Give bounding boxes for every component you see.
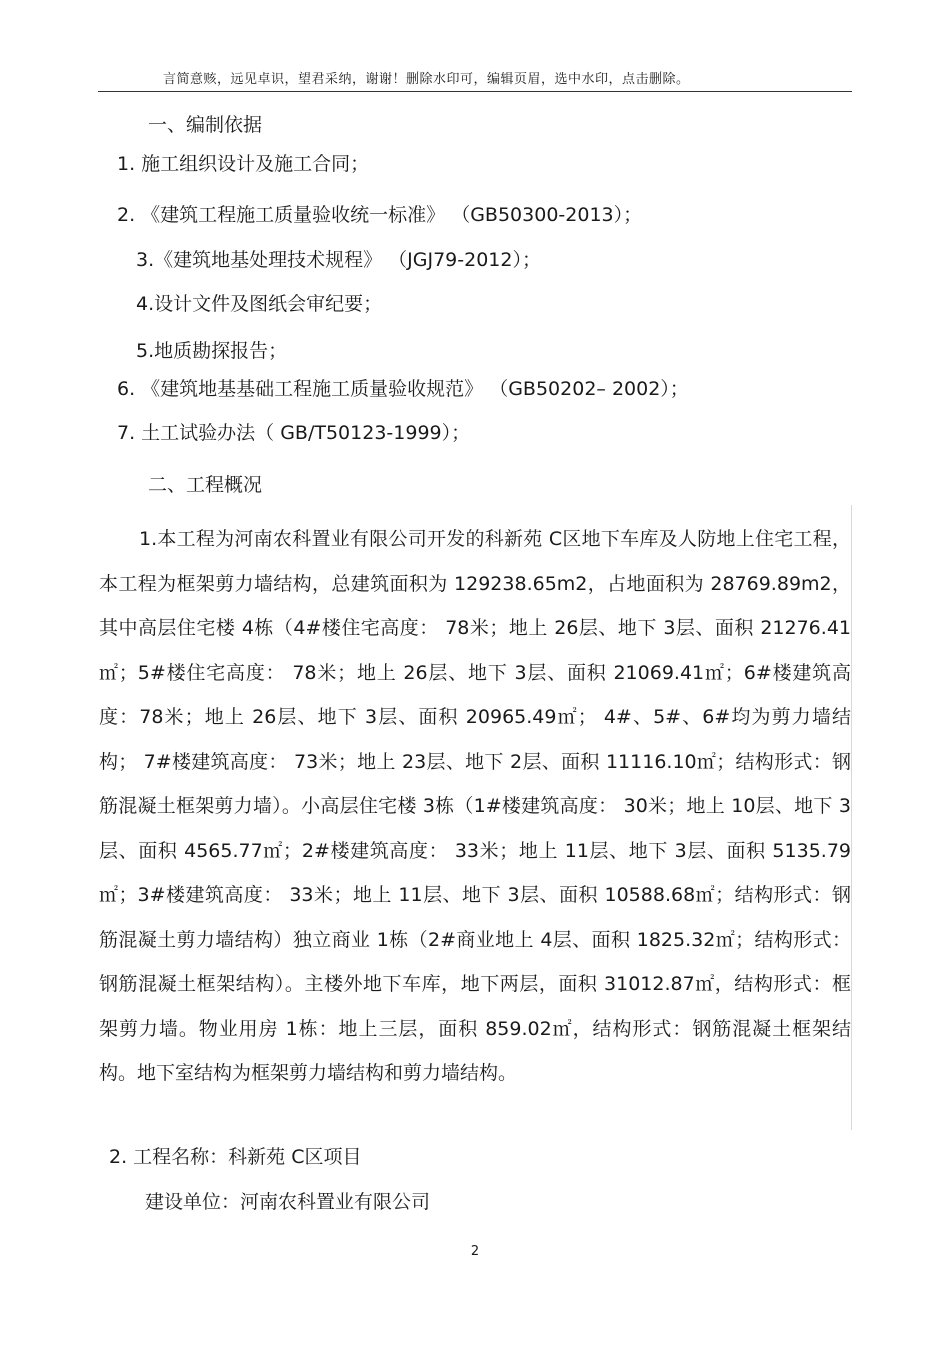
margin-rule (851, 505, 852, 1130)
section-heading-basis: 一、编制依据 (148, 114, 263, 136)
section-heading-overview: 二、工程概况 (148, 474, 263, 496)
overview-paragraph (99, 517, 851, 1096)
basis-item-5: 5.地质勘探报告； (136, 340, 288, 362)
basis-item-3: 3.《建筑地基处理技术规程》 （JGJ79-2012）； (136, 249, 541, 271)
basis-item-2: 2. 《建筑工程施工质量验收统一标准》 （GB50300-2013）； (117, 204, 643, 226)
page-number: 2 (470, 1244, 480, 1259)
project-name-line: 2. 工程名称：科新苑 C区项目 (109, 1146, 362, 1168)
basis-item-4: 4.设计文件及图纸会审纪要； (136, 293, 383, 315)
basis-item-6: 6. 《建筑地基基础工程施工质量验收规范》 （GB50202– 2002）； (117, 378, 689, 400)
basis-item-7: 7. 土工试验办法（ GB/T50123-1999）； (117, 422, 471, 444)
header-watermark-text: 言简意赅，远见卓识，望君采纳，谢谢！删除水印可，编辑页眉，选中水印，点击删除。 (163, 72, 690, 87)
builder-line: 建设单位：河南农科置业有限公司 (145, 1191, 431, 1213)
overview-paragraph-text: 1.本工程为河南农科置业有限公司开发的科新苑 C区地下车库及人防地上住宅工程，本工程为框架剪力墙结构，总建筑面积为 129238.65m2，占地面积为 28769.89m2，其中高层住宅楼 4栋（4#楼住宅高度： 78米；地上 26层、地下 3层、面积 21276.41㎡；5#楼住宅高度： 78米；地上 26层、地下 3层、面积 21069.41㎡；6#楼建筑高度：78米；地上 26层、地下 3层、面积 20965.49㎡； 4#、5#、6#均为剪力墙结构； 7#楼建筑高度： 73米；地上 23层、地下 2层、面积 11116.10㎡；结构形式：钢筋混凝土框架剪力墙）。小高层住宅楼 3栋（1#楼建筑高度： 30米；地上 10层、地下 3层、面积 4565.77㎡；2#楼建筑高度： 33米；地上 11层、地下 3层、面积 5135.79㎡；3#楼建筑高度： 33米；地上 11层、地下 3层、面积 10588.68㎡；结构形式：钢筋混凝土剪力墙结构）独立商业 1栋（2#商业地上 4层、面积 1825.32㎡；结构形式：钢筋混凝土框架结构）。主楼外地下车库，地下两层，面积 31012.87㎡，结构形式：框架剪力墙。物业用房 1栋：地上三层，面积 859.02㎡，结构形式：钢筋混凝土框架结构。地下室结构为框架剪力墙结构和剪力墙结构。 (99, 528, 851, 1084)
header-divider (98, 91, 852, 92)
basis-item-1: 1. 施工组织设计及施工合同； (117, 153, 370, 175)
